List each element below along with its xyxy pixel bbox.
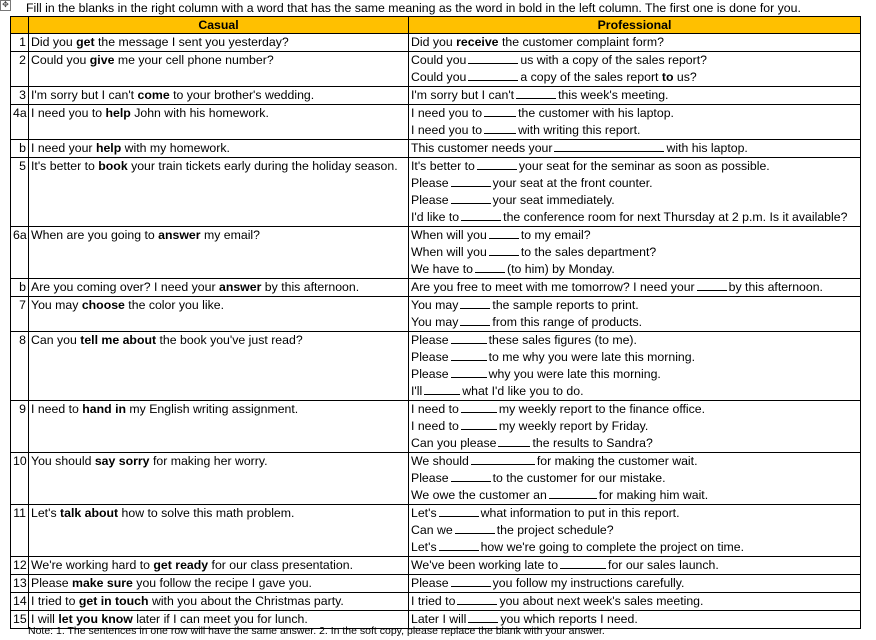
sentence-text: from this range of products.: [492, 315, 643, 329]
row-number: 12: [11, 557, 29, 575]
bold-keyword: talk about: [60, 506, 119, 520]
sentence-text: for making her worry.: [149, 454, 268, 468]
sentence-text: You may: [411, 315, 459, 329]
sentence-text: I need to: [31, 402, 83, 416]
table-row: [11, 87, 861, 105]
sentence-text: Can you please: [411, 436, 497, 450]
sentence-text: to the sales department?: [520, 245, 657, 259]
answer-blank[interactable]: [484, 105, 516, 117]
professional-sentence: [411, 575, 858, 592]
bold-keyword: to: [661, 70, 674, 84]
table-row: [11, 52, 861, 87]
sentence-text: Let's: [411, 540, 437, 554]
row-number: 10: [11, 453, 29, 505]
sentence-text: You may: [31, 298, 82, 312]
casual-sentence: [29, 227, 409, 279]
professional-sentence: [411, 435, 858, 452]
row-number: b: [11, 140, 29, 158]
sentence-text: I need you to: [411, 123, 483, 137]
sentence-text: Please: [31, 576, 73, 590]
answer-blank[interactable]: [457, 593, 497, 605]
professional-sentences: [409, 593, 861, 611]
answer-blank[interactable]: [554, 140, 664, 152]
professional-sentence: [411, 297, 858, 314]
row-number: b: [11, 279, 29, 297]
answer-blank[interactable]: [489, 227, 519, 239]
sentence-text: I'm sorry but I can't: [411, 88, 515, 102]
row-number: 8: [11, 332, 29, 401]
answer-blank[interactable]: [484, 122, 516, 134]
sentence-text: the conference room for next Thursday at 2 p.m. Is it available?: [503, 210, 848, 224]
sentence-text: with his laptop.: [666, 141, 748, 155]
row-number: 3: [11, 87, 29, 105]
sentence-text: Are you coming over? I need your: [31, 280, 219, 294]
sentence-text: Did you: [31, 35, 77, 49]
casual-sentence: [29, 297, 409, 332]
casual-sentence: [29, 401, 409, 453]
sentence-text: the customer with his laptop.: [518, 106, 674, 120]
answer-blank[interactable]: [498, 435, 530, 447]
sentence-text: for making him wait.: [598, 488, 709, 502]
answer-blank[interactable]: [489, 244, 519, 256]
sentence-text: Can we: [411, 523, 453, 537]
answer-blank[interactable]: [516, 87, 556, 99]
sentence-text: Later I will: [411, 612, 467, 626]
casual-sentence: [29, 158, 409, 227]
sentence-text: It's better to: [411, 159, 475, 173]
casual-sentence: [29, 575, 409, 593]
sentence-text: me your cell phone number?: [114, 53, 274, 67]
sentence-text: Are you free to meet with me tomorrow? I need your: [411, 280, 695, 294]
sentence-text: We have to: [411, 262, 473, 276]
professional-sentences: [409, 158, 861, 227]
sentence-text: the message I sent you yesterday?: [94, 35, 289, 49]
professional-sentences: [409, 575, 861, 593]
bold-keyword: come: [137, 88, 170, 102]
professional-sentence: [411, 383, 858, 400]
row-number: 6a: [11, 227, 29, 279]
professional-sentences: [409, 505, 861, 557]
sentence-text: Could you: [31, 53, 90, 67]
professional-header: Professional: [409, 17, 861, 34]
sentence-text: the sample reports to print.: [492, 298, 639, 312]
sentence-text: I tried to: [31, 594, 79, 608]
sentence-text: later if I can meet you for lunch.: [132, 612, 308, 626]
professional-sentence: [411, 593, 858, 610]
answer-blank[interactable]: [455, 522, 495, 534]
bold-keyword: hand in: [82, 402, 126, 416]
bold-keyword: make sure: [72, 576, 133, 590]
sentence-text: to my email?: [520, 228, 591, 242]
sentence-text: my weekly report to the finance office.: [498, 402, 706, 416]
professional-sentence: [411, 87, 858, 104]
bold-keyword: get: [76, 35, 95, 49]
professional-sentence: [411, 349, 858, 366]
bold-keyword: give: [89, 53, 115, 67]
professional-sentence: [411, 279, 858, 296]
worksheet-table: [10, 16, 861, 629]
sentence-text: your seat immediately.: [492, 193, 615, 207]
sentence-text: I need you to: [31, 106, 106, 120]
answer-blank[interactable]: [560, 557, 606, 569]
sentence-text: We've been working late to: [411, 558, 559, 572]
answer-blank[interactable]: [451, 470, 491, 482]
professional-sentence: [411, 401, 858, 418]
bold-keyword: help: [95, 141, 122, 155]
sentence-text: with you about the Christmas party.: [148, 594, 344, 608]
answer-blank[interactable]: [451, 192, 491, 204]
professional-sentence: [411, 192, 858, 209]
professional-sentence: [411, 69, 858, 86]
sentence-text: you which reports I need.: [500, 612, 638, 626]
table-row: [11, 401, 861, 453]
sentence-text: I need to: [411, 402, 459, 416]
professional-sentences: [409, 87, 861, 105]
professional-sentence: [411, 122, 858, 139]
casual-sentence: [29, 593, 409, 611]
professional-sentences: [409, 453, 861, 505]
professional-sentences: [409, 34, 861, 52]
bold-keyword: help: [105, 106, 131, 120]
professional-sentences: [409, 401, 861, 453]
bold-keyword: get in touch: [78, 594, 149, 608]
professional-sentence: [411, 244, 858, 261]
professional-sentence: [411, 505, 858, 522]
sentence-text: how to solve this math problem.: [118, 506, 295, 520]
casual-sentence: [29, 52, 409, 87]
professional-sentence: [411, 227, 858, 244]
bold-keyword: tell me about: [80, 333, 157, 347]
sentence-text: these sales figures (to me).: [488, 333, 637, 347]
sentence-text: why you were late this morning.: [488, 367, 661, 381]
professional-sentences: [409, 52, 861, 87]
sentence-text: I'm sorry but I can't: [31, 88, 138, 102]
professional-sentences: [409, 297, 861, 332]
sentence-text: Please: [411, 350, 449, 364]
bold-keyword: choose: [81, 298, 125, 312]
row-number: 5: [11, 158, 29, 227]
sentence-text: to your brother's wedding.: [169, 88, 315, 102]
sentence-text: to me why you were late this morning.: [488, 350, 696, 364]
sentence-text: with writing this report.: [518, 123, 641, 137]
professional-sentence: [411, 52, 858, 69]
sentence-text: with my homework.: [121, 141, 230, 155]
answer-blank[interactable]: [697, 279, 727, 291]
row-number: 7: [11, 297, 29, 332]
row-number: 1: [11, 34, 29, 52]
sentence-text: I'll: [411, 384, 423, 398]
casual-sentence: [29, 453, 409, 505]
professional-sentence: [411, 487, 858, 504]
sentence-text: this week's meeting.: [558, 88, 669, 102]
sentence-text: When will you: [411, 245, 487, 259]
professional-sentence: [411, 158, 858, 175]
table-row: [11, 593, 861, 611]
answer-blank[interactable]: [461, 401, 497, 413]
table-header-row: [11, 17, 861, 34]
instructions: Fill in the blanks in the right column with a word that has the same meaning as the word in bold in the left column. The first one is done for you.: [26, 1, 801, 15]
sentence-text: We owe the customer an: [411, 488, 547, 502]
sentence-text: I need your: [31, 141, 96, 155]
table-row: [11, 158, 861, 227]
sentence-text: you about next week's sales meeting.: [499, 594, 704, 608]
professional-sentence: [411, 453, 858, 470]
answer-blank[interactable]: [471, 453, 535, 465]
sentence-text: I tried to: [411, 594, 456, 608]
answer-blank[interactable]: [461, 209, 501, 221]
sentence-text: what I'd like you to do.: [462, 384, 584, 398]
row-number: 4a: [11, 105, 29, 140]
casual-sentence: [29, 34, 409, 52]
sentence-text: the customer complaint form?: [498, 35, 664, 49]
answer-blank[interactable]: [451, 349, 487, 361]
sentence-text: When are you going to: [31, 228, 159, 242]
answer-blank[interactable]: [477, 158, 517, 170]
sentence-text: I need to: [411, 419, 459, 433]
sentence-text: how we're going to complete the project on time.: [480, 540, 745, 554]
sentence-text: the color you like.: [124, 298, 224, 312]
sentence-text: your seat for the seminar as soon as possible.: [518, 159, 770, 173]
row-number: 2: [11, 52, 29, 87]
footnote: Note: 1. The sentences in one row will have the same answer. 2. In the soft copy, please replace the blank with your answer.: [28, 625, 605, 637]
casual-sentence: [29, 105, 409, 140]
sentence-text: Please: [411, 176, 449, 190]
casual-sentence: [29, 505, 409, 557]
casual-sentence: [29, 279, 409, 297]
casual-sentence: [29, 557, 409, 575]
answer-blank[interactable]: [439, 505, 479, 517]
sentence-text: You should: [31, 454, 95, 468]
sentence-text: I'd like to: [411, 210, 460, 224]
answer-blank[interactable]: [468, 69, 518, 81]
answer-blank[interactable]: [451, 332, 487, 344]
bold-keyword: say sorry: [94, 454, 150, 468]
professional-sentences: [409, 557, 861, 575]
sentence-text: your seat at the front counter.: [492, 176, 653, 190]
sentence-text: for our class presentation.: [208, 558, 354, 572]
table-row: [11, 575, 861, 593]
sentence-text: my English writing assignment.: [126, 402, 299, 416]
sentence-text: us?: [673, 70, 697, 84]
sentence-text: the results to Sandra?: [532, 436, 653, 450]
sentence-text: Let's: [411, 506, 437, 520]
sentence-text: I will: [31, 612, 59, 626]
professional-sentence: [411, 209, 858, 226]
sentence-text: We're working hard to: [31, 558, 154, 572]
casual-sentence: [29, 332, 409, 401]
sentence-text: Could you: [411, 53, 467, 67]
answer-blank[interactable]: [460, 297, 490, 309]
professional-sentence: [411, 175, 858, 192]
casual-sentence: [29, 87, 409, 105]
answer-blank[interactable]: [424, 383, 460, 395]
answer-blank[interactable]: [439, 539, 479, 551]
sentence-text: Did you: [411, 35, 457, 49]
table-row: [11, 279, 861, 297]
sentence-text: the book you've just read?: [156, 333, 303, 347]
answer-blank[interactable]: [549, 487, 597, 499]
sentence-text: It's better to: [31, 159, 99, 173]
table-row: [11, 453, 861, 505]
sentence-text: to the customer for our mistake.: [492, 471, 666, 485]
bold-keyword: answer: [158, 228, 201, 242]
casual-header: Casual: [29, 17, 409, 34]
professional-sentences: [409, 140, 861, 158]
professional-sentence: [411, 105, 858, 122]
professional-sentences: [409, 227, 861, 279]
sentence-text: John with his homework.: [130, 106, 269, 120]
row-number: 14: [11, 593, 29, 611]
sentence-text: the project schedule?: [496, 523, 614, 537]
professional-sentence: [411, 140, 858, 157]
table-row: [11, 140, 861, 158]
sentence-text: us with a copy of the sales report?: [520, 53, 707, 67]
sentence-text: you follow my instructions carefully.: [492, 576, 685, 590]
table-row: [11, 557, 861, 575]
professional-sentences: [409, 105, 861, 140]
table-row: [11, 297, 861, 332]
bold-keyword: get ready: [153, 558, 209, 572]
table-row: [11, 332, 861, 401]
sentence-text: Please: [411, 333, 449, 347]
answer-blank[interactable]: [461, 418, 497, 430]
answer-blank[interactable]: [451, 175, 491, 187]
sentence-text: Please: [411, 193, 449, 207]
professional-sentence: [411, 314, 858, 331]
professional-sentence: [411, 539, 858, 556]
sentence-text: Please: [411, 471, 449, 485]
answer-blank[interactable]: [468, 611, 498, 623]
row-number: 9: [11, 401, 29, 453]
sentence-text: for making the customer wait.: [536, 454, 698, 468]
professional-sentence: [411, 470, 858, 487]
answer-blank[interactable]: [460, 314, 490, 326]
professional-sentences: [409, 332, 861, 401]
professional-sentence: [411, 522, 858, 539]
table-row: [11, 105, 861, 140]
sentence-text: Please: [411, 576, 449, 590]
casual-sentence: [29, 140, 409, 158]
sentence-text: (to him) by Monday.: [506, 262, 615, 276]
sentence-text: Could you: [411, 70, 467, 84]
sentence-text: Can you: [31, 333, 81, 347]
sentence-text: my weekly report by Friday.: [498, 419, 649, 433]
sentence-text: a copy of the sales report: [520, 70, 662, 84]
professional-sentence: [411, 261, 858, 278]
row-number: 13: [11, 575, 29, 593]
sentence-text: This customer needs your: [411, 141, 553, 155]
sentence-text: I need you to: [411, 106, 483, 120]
bold-keyword: book: [98, 159, 128, 173]
professional-sentence: [411, 332, 858, 349]
professional-sentences: [409, 279, 861, 297]
sentence-text: Let's: [31, 506, 61, 520]
sentence-text: my email?: [200, 228, 260, 242]
sentence-text: by this afternoon.: [728, 280, 823, 294]
row-number: 15: [11, 611, 29, 629]
answer-blank[interactable]: [468, 52, 518, 64]
number-header: [11, 17, 29, 34]
answer-blank[interactable]: [475, 261, 505, 273]
professional-sentence: [411, 418, 858, 435]
table-row: [11, 227, 861, 279]
sentence-text: you follow the recipe I gave you.: [132, 576, 312, 590]
sentence-text: by this afternoon.: [261, 280, 360, 294]
row-number: 11: [11, 505, 29, 557]
answer-blank[interactable]: [451, 366, 487, 378]
professional-sentence: [411, 557, 858, 574]
sentence-text: for our sales launch.: [608, 558, 719, 572]
table-move-handle-icon[interactable]: ✥: [0, 0, 11, 11]
sentence-text: When will you: [411, 228, 487, 242]
table-row: [11, 34, 861, 52]
bold-keyword: receive: [456, 35, 499, 49]
table-row: [11, 505, 861, 557]
sentence-text: what information to put in this report.: [480, 506, 680, 520]
sentence-text: You may: [411, 298, 459, 312]
sentence-text: your train tickets early during the holiday season.: [127, 159, 398, 173]
sentence-text: We should: [411, 454, 469, 468]
bold-keyword: let you know: [58, 612, 133, 626]
answer-blank[interactable]: [451, 575, 491, 587]
professional-sentence: [411, 34, 858, 51]
professional-sentence: [411, 366, 858, 383]
sentence-text: Please: [411, 367, 449, 381]
bold-keyword: answer: [218, 280, 262, 294]
